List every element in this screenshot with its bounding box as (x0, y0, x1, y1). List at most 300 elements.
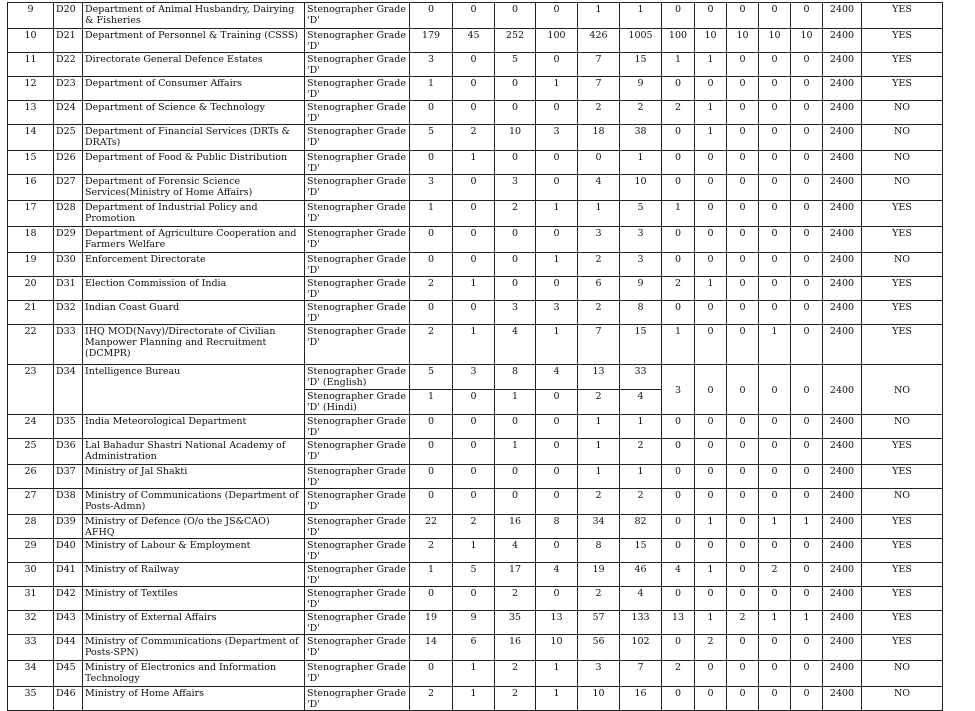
vacancy-value-cell: 2400 (823, 277, 862, 301)
vacancy-value-cell: 2400 (823, 611, 862, 635)
vacancy-value-cell: 56 (578, 635, 620, 661)
vacancy-value-cell: 0 (662, 3, 695, 29)
post-name-cell: Stenographer Grade 'D' (305, 253, 410, 277)
vacancy-value-cell: 2400 (823, 439, 862, 465)
table-row (8, 201, 943, 227)
vacancy-value-cell: 57 (578, 611, 620, 635)
vacancy-value-cell: 4 (662, 563, 695, 587)
vacancy-value-cell: 38 (620, 125, 662, 151)
vacancy-value-cell: 0 (727, 3, 759, 29)
vacancy-value-cell: 7 (578, 77, 620, 101)
vacancy-value-cell: 0 (695, 201, 727, 227)
vacancy-value-cell: 0 (536, 587, 578, 611)
department-cell: Ministry of Home Affairs (83, 687, 305, 711)
vacancy-value-cell: 0 (759, 201, 791, 227)
table-row (8, 277, 943, 301)
vacancy-value-cell: 0 (759, 125, 791, 151)
vacancy-value-cell: 179 (410, 29, 453, 53)
department-cell: Ministry of Jal Shakti (83, 465, 305, 489)
vacancy-value-cell: 0 (759, 77, 791, 101)
post-code-cell: D40 (54, 539, 83, 563)
table-row (8, 489, 943, 515)
vacancy-value-cell: 3 (536, 301, 578, 325)
vacancy-value-cell: 102 (620, 635, 662, 661)
vacancy-value-cell: 0 (727, 77, 759, 101)
vacancy-value-cell: 2400 (823, 415, 862, 439)
department-cell: Department of Industrial Policy and Promotion (83, 201, 305, 227)
vacancy-value-cell: 0 (453, 415, 495, 439)
vacancy-value-cell: 0 (695, 439, 727, 465)
vacancy-value-cell: 1 (495, 439, 536, 465)
vacancy-value-cell: 0 (759, 439, 791, 465)
vacancy-value-cell: 0 (791, 563, 823, 587)
serial-number-cell: 13 (8, 101, 54, 125)
vacancy-value-cell: 2400 (823, 325, 862, 365)
vacancy-value-cell: 2400 (823, 77, 862, 101)
vacancy-value-cell: 0 (727, 301, 759, 325)
vacancy-value-cell: 0 (791, 687, 823, 711)
table-row (8, 325, 943, 365)
serial-number-cell: 30 (8, 563, 54, 587)
vacancy-value-cell: 0 (791, 301, 823, 325)
table-row (8, 101, 943, 125)
table-row (8, 611, 943, 635)
department-cell: Department of Animal Husbandry, Dairying & Fisheries (83, 3, 305, 29)
eligibility-cell: YES (862, 53, 943, 77)
vacancy-value-cell: 2 (453, 515, 495, 539)
vacancy-value-cell: 0 (791, 465, 823, 489)
eligibility-cell: YES (862, 29, 943, 53)
vacancy-value-cell: 3 (495, 301, 536, 325)
vacancy-value-cell: 0 (759, 175, 791, 201)
vacancy-value-cell: 0 (695, 687, 727, 711)
vacancy-value-cell: 19 (578, 563, 620, 587)
vacancy-value-cell: 0 (453, 390, 495, 415)
eligibility-cell: NO (862, 253, 943, 277)
vacancy-value-cell: 0 (727, 635, 759, 661)
eligibility-cell: NO (862, 125, 943, 151)
vacancy-value-cell: 0 (791, 175, 823, 201)
vacancy-value-cell: 0 (495, 489, 536, 515)
vacancy-value-cell: 1 (453, 277, 495, 301)
vacancy-value-cell: 4 (578, 175, 620, 201)
table-row (8, 365, 943, 390)
vacancy-value-cell: 0 (791, 365, 823, 415)
vacancy-value-cell: 16 (495, 635, 536, 661)
vacancy-value-cell: 0 (727, 201, 759, 227)
vacancy-value-cell: 0 (410, 587, 453, 611)
vacancy-value-cell: 1 (578, 439, 620, 465)
vacancy-value-cell: 0 (695, 325, 727, 365)
eligibility-cell: NO (862, 175, 943, 201)
vacancy-value-cell: 2400 (823, 539, 862, 563)
table-row (8, 439, 943, 465)
vacancy-value-cell: 0 (727, 253, 759, 277)
vacancy-value-cell: 2400 (823, 201, 862, 227)
table-row (8, 515, 943, 539)
serial-number-cell: 32 (8, 611, 54, 635)
post-code-cell: D32 (54, 301, 83, 325)
post-name-cell: Stenographer Grade 'D' (305, 175, 410, 201)
vacancy-value-cell: 1 (620, 151, 662, 175)
vacancy-value-cell: 0 (759, 415, 791, 439)
vacancy-value-cell: 2 (578, 489, 620, 515)
vacancy-value-cell: 2400 (823, 515, 862, 539)
vacancy-value-cell: 0 (695, 151, 727, 175)
vacancy-value-cell: 0 (662, 125, 695, 151)
post-name-cell: Stenographer Grade 'D' (305, 77, 410, 101)
vacancy-value-cell: 10 (695, 29, 727, 53)
department-cell: Ministry of External Affairs (83, 611, 305, 635)
vacancy-value-cell: 0 (578, 151, 620, 175)
department-cell: Intelligence Bureau (83, 365, 305, 415)
vacancy-value-cell: 0 (759, 151, 791, 175)
post-name-cell: Stenographer Grade 'D' (305, 125, 410, 151)
post-code-cell: D26 (54, 151, 83, 175)
table-row (8, 687, 943, 711)
vacancy-value-cell: 3 (410, 175, 453, 201)
vacancy-value-cell: 7 (620, 661, 662, 687)
vacancy-value-cell: 7 (578, 53, 620, 77)
vacancy-value-cell: 45 (453, 29, 495, 53)
vacancy-value-cell: 0 (791, 227, 823, 253)
post-code-cell: D23 (54, 77, 83, 101)
vacancy-value-cell: 0 (662, 489, 695, 515)
vacancy-value-cell: 0 (536, 53, 578, 77)
vacancy-value-cell: 0 (727, 101, 759, 125)
vacancy-value-cell: 10 (620, 175, 662, 201)
vacancy-value-cell: 1 (410, 201, 453, 227)
post-code-cell: D28 (54, 201, 83, 227)
vacancy-value-cell: 0 (453, 227, 495, 253)
vacancy-value-cell: 100 (536, 29, 578, 53)
eligibility-cell: YES (862, 539, 943, 563)
post-code-cell: D34 (54, 365, 83, 415)
post-name-cell: Stenographer Grade 'D' (305, 53, 410, 77)
vacancy-value-cell: 2400 (823, 563, 862, 587)
vacancy-value-cell: 0 (453, 101, 495, 125)
vacancy-value-cell: 0 (759, 301, 791, 325)
vacancy-value-cell: 0 (410, 439, 453, 465)
vacancy-value-cell: 0 (759, 489, 791, 515)
vacancy-value-cell: 3 (410, 53, 453, 77)
department-cell: Department of Consumer Affairs (83, 77, 305, 101)
eligibility-cell: YES (862, 611, 943, 635)
vacancy-value-cell: 0 (662, 465, 695, 489)
vacancy-value-cell: 2400 (823, 365, 862, 415)
department-cell: Department of Food & Public Distribution (83, 151, 305, 175)
post-name-cell: Stenographer Grade 'D' (305, 325, 410, 365)
vacancy-value-cell: 8 (495, 365, 536, 390)
vacancy-value-cell: 0 (536, 151, 578, 175)
vacancy-value-cell: 0 (410, 227, 453, 253)
vacancy-value-cell: 100 (662, 29, 695, 53)
department-cell: IHQ MOD(Navy)/Directorate of Civilian Manpower Planning and Recruitment (DCMPR) (83, 325, 305, 365)
vacancy-value-cell: 0 (495, 3, 536, 29)
eligibility-cell: NO (862, 415, 943, 439)
post-code-cell: D27 (54, 175, 83, 201)
post-code-cell: D45 (54, 661, 83, 687)
vacancy-value-cell: 22 (410, 515, 453, 539)
department-cell: Ministry of Defence (O/o the JS&CAO) AFHQ (83, 515, 305, 539)
vacancy-value-cell: 0 (791, 439, 823, 465)
table-row (8, 661, 943, 687)
vacancy-value-cell: 2400 (823, 687, 862, 711)
vacancy-value-cell: 3 (662, 365, 695, 415)
post-name-cell: Stenographer Grade 'D' (305, 635, 410, 661)
eligibility-cell: YES (862, 77, 943, 101)
vacancy-value-cell: 5 (453, 563, 495, 587)
vacancy-value-cell: 15 (620, 539, 662, 563)
vacancy-value-cell: 0 (410, 661, 453, 687)
post-name-cell: Stenographer Grade 'D' (Hindi) (305, 390, 410, 415)
vacancy-value-cell: 0 (759, 661, 791, 687)
vacancy-value-cell: 33 (620, 365, 662, 390)
department-cell: Department of Personnel & Training (CSSS) (83, 29, 305, 53)
vacancy-value-cell: 2 (662, 277, 695, 301)
serial-number-cell: 25 (8, 439, 54, 465)
vacancy-value-cell: 0 (495, 151, 536, 175)
vacancy-value-cell: 0 (453, 587, 495, 611)
vacancy-value-cell: 1 (695, 53, 727, 77)
vacancy-value-cell: 0 (695, 77, 727, 101)
eligibility-cell: YES (862, 325, 943, 365)
vacancy-value-cell: 10 (727, 29, 759, 53)
vacancy-value-cell: 0 (759, 3, 791, 29)
eligibility-cell: NO (862, 661, 943, 687)
eligibility-cell: YES (862, 563, 943, 587)
vacancy-value-cell: 2 (727, 611, 759, 635)
vacancy-value-cell: 16 (620, 687, 662, 711)
post-code-cell: D24 (54, 101, 83, 125)
vacancy-value-cell: 0 (453, 201, 495, 227)
vacancy-value-cell: 2400 (823, 3, 862, 29)
vacancy-value-cell: 0 (791, 53, 823, 77)
vacancy-value-cell: 0 (536, 465, 578, 489)
eligibility-cell: NO (862, 687, 943, 711)
vacancy-value-cell: 1 (695, 277, 727, 301)
vacancy-value-cell: 46 (620, 563, 662, 587)
table-row (8, 125, 943, 151)
vacancy-value-cell: 0 (495, 227, 536, 253)
vacancy-value-cell: 0 (536, 277, 578, 301)
department-cell: India Meteorological Department (83, 415, 305, 439)
vacancy-value-cell: 252 (495, 29, 536, 53)
vacancy-value-cell: 0 (662, 151, 695, 175)
vacancy-value-cell: 8 (578, 539, 620, 563)
vacancy-value-cell: 0 (759, 277, 791, 301)
vacancy-value-cell: 0 (453, 77, 495, 101)
vacancy-value-cell: 6 (453, 635, 495, 661)
post-name-cell: Stenographer Grade 'D' (English) (305, 365, 410, 390)
vacancy-value-cell: 0 (695, 539, 727, 563)
department-cell: Enforcement Directorate (83, 253, 305, 277)
serial-number-cell: 27 (8, 489, 54, 515)
vacancy-value-cell: 1 (578, 415, 620, 439)
vacancy-value-cell: 1 (620, 3, 662, 29)
vacancy-value-cell: 0 (791, 489, 823, 515)
vacancy-value-cell: 1 (662, 53, 695, 77)
vacancy-value-cell: 1 (578, 465, 620, 489)
post-name-cell: Stenographer Grade 'D' (305, 489, 410, 515)
vacancy-value-cell: 0 (410, 253, 453, 277)
vacancy-value-cell: 1 (410, 563, 453, 587)
vacancy-value-cell: 0 (759, 365, 791, 415)
vacancy-value-cell: 2400 (823, 635, 862, 661)
post-code-cell: D20 (54, 3, 83, 29)
vacancy-value-cell: 2 (620, 489, 662, 515)
serial-number-cell: 14 (8, 125, 54, 151)
vacancy-value-cell: 1005 (620, 29, 662, 53)
vacancy-value-cell: 9 (620, 77, 662, 101)
post-name-cell: Stenographer Grade 'D' (305, 439, 410, 465)
vacancy-value-cell: 3 (578, 661, 620, 687)
vacancy-value-cell: 0 (727, 515, 759, 539)
serial-number-cell: 12 (8, 77, 54, 101)
vacancy-value-cell: 6 (578, 277, 620, 301)
vacancy-value-cell: 1 (453, 539, 495, 563)
vacancy-value-cell: 0 (536, 175, 578, 201)
vacancy-value-cell: 0 (759, 53, 791, 77)
post-code-cell: D41 (54, 563, 83, 587)
vacancy-value-cell: 0 (791, 325, 823, 365)
vacancy-value-cell: 15 (620, 325, 662, 365)
post-name-cell: Stenographer Grade 'D' (305, 227, 410, 253)
vacancy-value-cell: 5 (410, 125, 453, 151)
vacancy-value-cell: 7 (578, 325, 620, 365)
post-code-cell: D42 (54, 587, 83, 611)
serial-number-cell: 18 (8, 227, 54, 253)
vacancy-value-cell: 2 (410, 325, 453, 365)
vacancy-value-cell: 2400 (823, 53, 862, 77)
serial-number-cell: 9 (8, 3, 54, 29)
vacancy-value-cell: 0 (727, 415, 759, 439)
department-cell: Ministry of Textiles (83, 587, 305, 611)
vacancy-value-cell: 4 (495, 539, 536, 563)
table-row (8, 227, 943, 253)
vacancy-value-cell: 2 (759, 563, 791, 587)
vacancy-value-cell: 10 (495, 125, 536, 151)
department-cell: Ministry of Electronics and Information Technology (83, 661, 305, 687)
vacancy-value-cell: 2 (578, 301, 620, 325)
vacancy-value-cell: 2 (578, 390, 620, 415)
vacancy-value-cell: 9 (453, 611, 495, 635)
vacancy-value-cell: 0 (536, 390, 578, 415)
serial-number-cell: 20 (8, 277, 54, 301)
vacancy-value-cell: 0 (536, 227, 578, 253)
vacancy-value-cell: 2 (578, 101, 620, 125)
vacancy-value-cell: 13 (578, 365, 620, 390)
vacancy-value-cell: 0 (727, 539, 759, 563)
vacancy-value-cell: 0 (495, 101, 536, 125)
vacancy-value-cell: 2 (495, 687, 536, 711)
vacancy-value-cell: 0 (791, 125, 823, 151)
vacancy-value-cell: 0 (727, 587, 759, 611)
vacancy-value-cell: 0 (410, 301, 453, 325)
vacancy-value-cell: 0 (791, 3, 823, 29)
vacancy-value-cell: 1 (453, 151, 495, 175)
serial-number-cell: 16 (8, 175, 54, 201)
vacancy-value-cell: 0 (662, 439, 695, 465)
vacancy-value-cell: 1 (536, 77, 578, 101)
vacancy-value-cell: 1 (536, 325, 578, 365)
vacancy-value-cell: 0 (495, 465, 536, 489)
table-row (8, 3, 943, 29)
post-name-cell: Stenographer Grade 'D' (305, 611, 410, 635)
vacancy-value-cell: 2400 (823, 125, 862, 151)
post-code-cell: D30 (54, 253, 83, 277)
post-name-cell: Stenographer Grade 'D' (305, 415, 410, 439)
post-code-cell: D35 (54, 415, 83, 439)
vacancy-value-cell: 0 (662, 77, 695, 101)
vacancy-value-cell: 0 (759, 101, 791, 125)
vacancy-value-cell: 0 (453, 301, 495, 325)
vacancy-value-cell: 0 (495, 415, 536, 439)
post-name-cell: Stenographer Grade 'D' (305, 301, 410, 325)
eligibility-cell: NO (862, 489, 943, 515)
post-name-cell: Stenographer Grade 'D' (305, 563, 410, 587)
vacancy-value-cell: 2400 (823, 101, 862, 125)
serial-number-cell: 33 (8, 635, 54, 661)
eligibility-cell: YES (862, 201, 943, 227)
vacancy-value-cell: 0 (791, 539, 823, 563)
vacancy-value-cell: 0 (453, 253, 495, 277)
vacancy-value-cell: 0 (662, 227, 695, 253)
vacancy-value-cell: 0 (759, 227, 791, 253)
post-code-cell: D46 (54, 687, 83, 711)
vacancy-value-cell: 10 (759, 29, 791, 53)
vacancy-value-cell: 0 (662, 539, 695, 563)
serial-number-cell: 23 (8, 365, 54, 415)
vacancy-value-cell: 0 (453, 439, 495, 465)
vacancy-value-cell: 2 (578, 587, 620, 611)
vacancy-value-cell: 1 (620, 465, 662, 489)
post-code-cell: D29 (54, 227, 83, 253)
vacancy-value-cell: 2400 (823, 29, 862, 53)
vacancy-value-cell: 0 (791, 587, 823, 611)
vacancy-value-cell: 0 (453, 3, 495, 29)
eligibility-cell: YES (862, 301, 943, 325)
table-row (8, 53, 943, 77)
vacancy-value-cell: 18 (578, 125, 620, 151)
vacancy-value-cell: 0 (791, 277, 823, 301)
post-code-cell: D39 (54, 515, 83, 539)
vacancy-value-cell: 0 (727, 227, 759, 253)
vacancy-value-cell: 0 (759, 635, 791, 661)
vacancy-value-cell: 0 (695, 175, 727, 201)
vacancy-value-cell: 2400 (823, 301, 862, 325)
vacancy-value-cell: 426 (578, 29, 620, 53)
vacancy-value-cell: 2 (410, 277, 453, 301)
vacancy-value-cell: 10 (578, 687, 620, 711)
vacancy-value-cell: 2 (495, 587, 536, 611)
vacancy-value-cell: 0 (791, 253, 823, 277)
vacancy-value-cell: 0 (536, 439, 578, 465)
vacancy-value-cell: 0 (791, 101, 823, 125)
vacancy-value-cell: 1 (695, 125, 727, 151)
vacancy-value-cell: 0 (410, 415, 453, 439)
post-name-cell: Stenographer Grade 'D' (305, 101, 410, 125)
vacancy-value-cell: 133 (620, 611, 662, 635)
eligibility-cell: YES (862, 227, 943, 253)
vacancy-value-cell: 82 (620, 515, 662, 539)
vacancy-value-cell: 1 (536, 253, 578, 277)
vacancy-value-cell: 0 (791, 415, 823, 439)
table-row (8, 77, 943, 101)
vacancy-value-cell: 0 (695, 415, 727, 439)
vacancy-value-cell: 2400 (823, 227, 862, 253)
vacancy-value-cell: 9 (620, 277, 662, 301)
